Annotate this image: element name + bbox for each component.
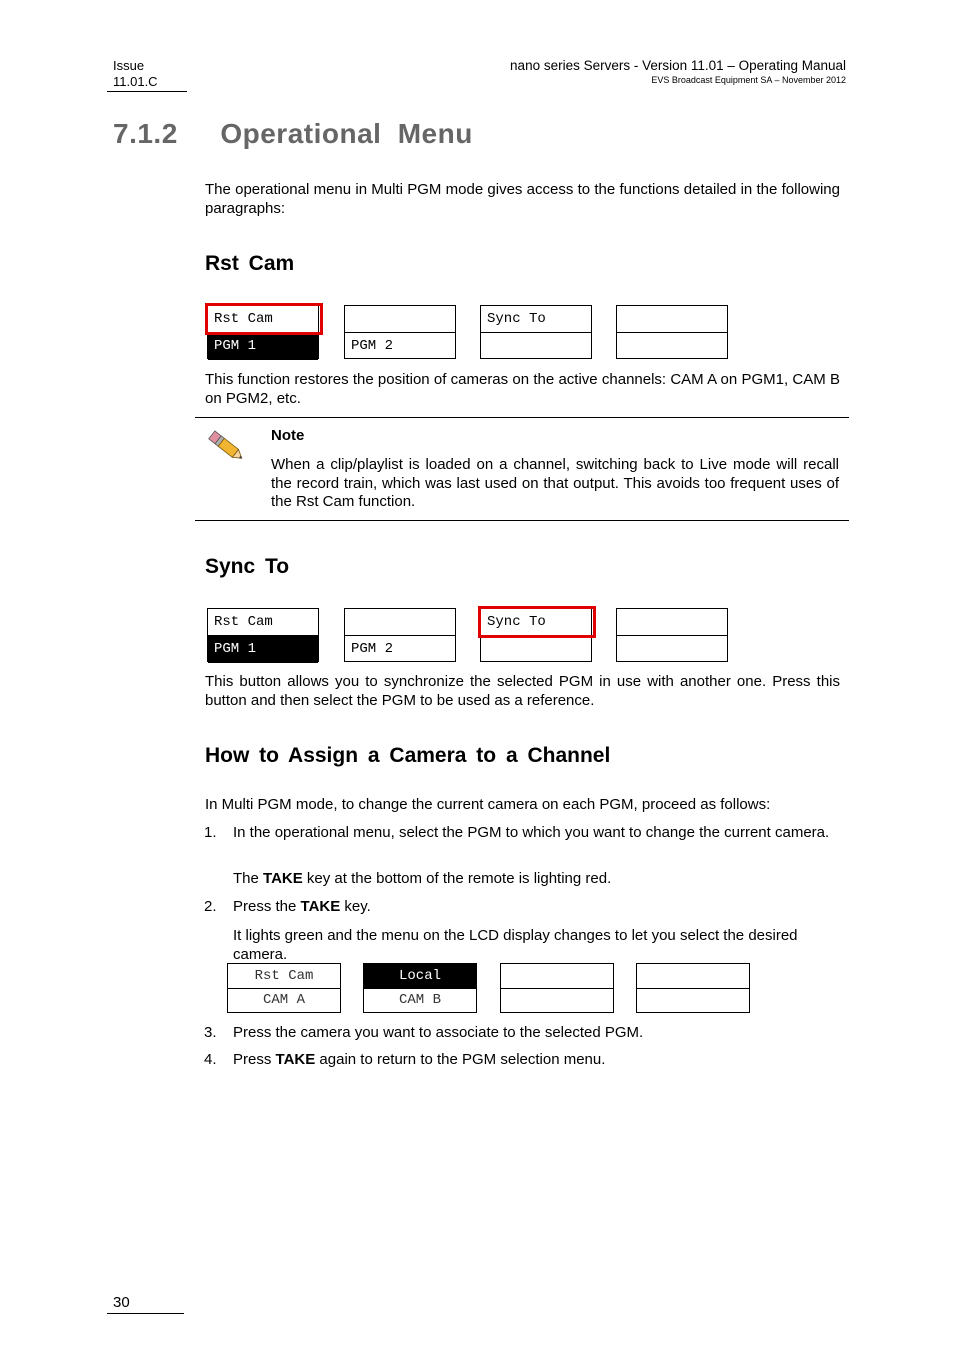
header-right	[510, 58, 846, 86]
camera-button-3[interactable]	[500, 963, 614, 1013]
section-number: 7.1.2	[113, 118, 178, 149]
step-1-note-pre: The	[233, 870, 264, 887]
sync-to-description: This button allows you to synchronize the selected PGM in use with another one. Press this button and then select the PGM to be used as a reference.	[205, 673, 840, 709]
menu-button-4-top	[617, 609, 727, 636]
step-1-text: In the operational menu, select the PGM to which you want to change the current camera.	[233, 824, 830, 841]
step-2-post: key.	[340, 898, 371, 915]
rst-cam-description: This function restores the position of cameras on the active channels: CAM A on PGM1, CAM B on PGM2, etc.	[205, 371, 840, 407]
camera-button-1-top: Rst Cam	[228, 964, 340, 989]
take-key-label: TAKE	[275, 1051, 316, 1068]
menu-button-1-top: Rst Cam	[208, 306, 318, 333]
step-4-pre: Press	[233, 1051, 276, 1068]
menu-button-2-top	[345, 609, 455, 636]
menu-button-4[interactable]	[616, 608, 728, 662]
menu-button-2[interactable]	[344, 305, 456, 359]
issue-label: Issue	[113, 58, 145, 73]
footer-rule	[107, 1313, 184, 1314]
menu-button-3-top: Sync To	[481, 609, 591, 636]
menu-button-4[interactable]	[616, 305, 728, 359]
section-title	[113, 118, 473, 150]
publisher-line: EVS Broadcast Equipment SA – November 2012	[651, 75, 846, 85]
header-rule	[107, 91, 187, 92]
step-4-post: again to return to the PGM selection menu.	[315, 1051, 606, 1068]
heading-rst-cam: Rst Cam	[205, 252, 295, 275]
note-top-rule	[195, 417, 849, 418]
take-key-label: TAKE	[263, 870, 303, 887]
menu-button-4-bottom	[617, 636, 727, 663]
step-1-number: 1.	[204, 824, 217, 841]
menu-button-2-bottom: PGM 2	[351, 641, 394, 657]
step-3-number: 3.	[204, 1024, 217, 1041]
camera-button-2-top: Local	[364, 964, 476, 989]
section-name: Operational Menu	[220, 118, 473, 149]
pencil-icon	[204, 425, 248, 467]
step-1-note	[233, 870, 611, 887]
step-3-text: Press the camera you want to associate to the selected PGM.	[233, 1024, 644, 1041]
menu-button-3-bottom	[481, 333, 591, 360]
menu-button-3[interactable]	[480, 305, 592, 359]
menu-button-2-bottom: PGM 2	[351, 338, 394, 354]
issue-number: 11.01.C	[113, 74, 158, 89]
menu-button-2-top	[345, 306, 455, 333]
step-4-number: 4.	[204, 1051, 217, 1068]
issue-block	[113, 58, 158, 90]
camera-button-2[interactable]	[363, 963, 477, 1013]
menu-button-1-top: Rst Cam	[208, 609, 318, 636]
camera-button-2-bottom: CAM B	[398, 992, 441, 1008]
take-key-label: TAKE	[300, 898, 341, 915]
note-text: When a clip/playlist is loaded on a channel, switching back to Live mode will recall the record train, which was last used on that output. This avoids too frequent uses of the Rst Cam function.	[271, 456, 839, 510]
note-title: Note	[271, 427, 305, 444]
assign-intro: In Multi PGM mode, to change the current camera on each PGM, proceed as follows:	[205, 796, 771, 813]
page-number: 30	[113, 1294, 130, 1311]
menu-button-3[interactable]	[480, 608, 592, 662]
step-2-pre: Press the	[233, 898, 301, 915]
step-2-note: It lights green and the menu on the LCD display changes to let you select the desired camera.	[233, 927, 798, 963]
step-4-text	[233, 1051, 605, 1068]
camera-button-1-bottom: CAM A	[262, 992, 305, 1008]
menu-button-1-bottom: PGM 1	[208, 636, 318, 663]
menu-button-3-top: Sync To	[481, 306, 591, 333]
step-1-note-post: key at the bottom of the remote is lighting red.	[302, 870, 612, 887]
heading-sync-to: Sync To	[205, 555, 290, 578]
camera-button-4[interactable]	[636, 963, 750, 1013]
menu-button-4-top	[617, 306, 727, 333]
camera-button-1[interactable]	[227, 963, 341, 1013]
step-2-number: 2.	[204, 898, 217, 915]
menu-button-1[interactable]	[207, 305, 319, 359]
camera-button-3-top	[501, 964, 613, 989]
intro-paragraph: The operational menu in Multi PGM mode gives access to the functions detailed in the following paragraphs:	[205, 181, 840, 217]
menu-button-2[interactable]	[344, 608, 456, 662]
heading-assign-camera: How to Assign a Camera to a Channel	[205, 744, 611, 767]
menu-button-1-bottom: PGM 1	[208, 333, 318, 360]
step-2-text	[233, 898, 371, 915]
camera-button-4-top	[637, 964, 749, 989]
menu-button-3-bottom	[481, 636, 591, 663]
menu-button-4-bottom	[617, 333, 727, 360]
note-bottom-rule	[195, 520, 849, 521]
menu-button-1[interactable]	[207, 608, 319, 662]
manual-title: nano series Servers - Version 11.01 – Operating Manual	[510, 58, 846, 73]
camera-button-3-bottom	[501, 988, 613, 1012]
camera-button-4-bottom	[637, 988, 749, 1012]
